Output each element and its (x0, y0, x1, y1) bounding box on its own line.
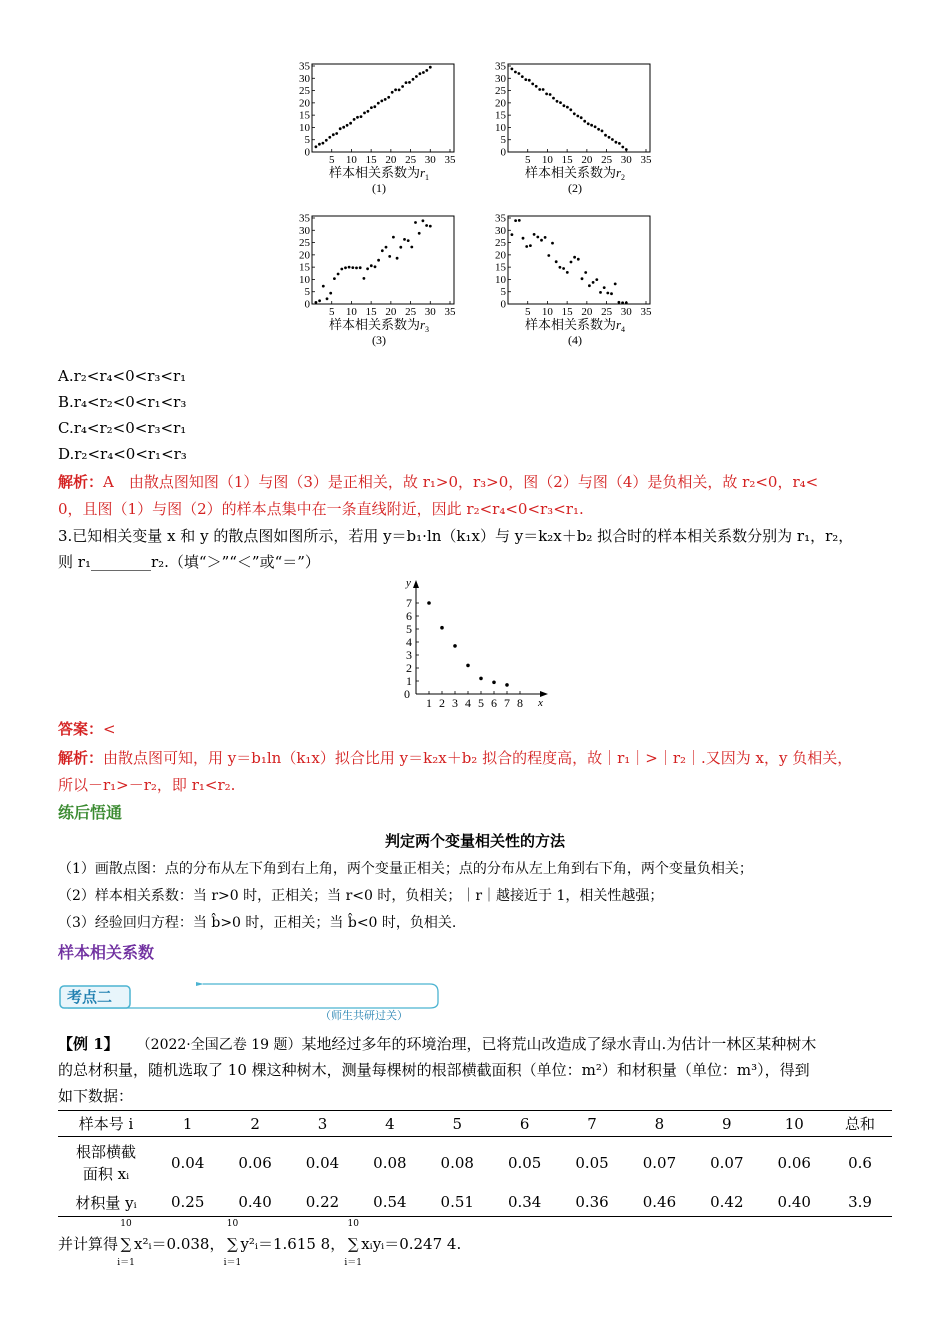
x-tick-label: 20 (581, 306, 593, 318)
x-tick-label: 5 (328, 306, 335, 318)
scatter-point (535, 85, 538, 88)
scatter-point (381, 249, 384, 252)
scatter-point (398, 89, 401, 92)
scatter-point (392, 236, 395, 239)
x-tick-label: 10 (541, 154, 553, 166)
scatter-point (419, 72, 422, 75)
scatter-point (511, 233, 514, 236)
y-tick-label: 0 (500, 146, 506, 159)
y-tick-label: 30 (299, 224, 310, 237)
sum-symbol: 10 ∑ i＝1 (223, 1219, 242, 1268)
y-tick-label: 5 (500, 286, 506, 299)
scatter-point (326, 297, 329, 300)
y-tick-label: 15 (299, 109, 310, 122)
y-tick-label: 15 (299, 261, 310, 274)
plot-caption: 样本相关系数为$r_2$ (524, 165, 626, 182)
scatter-point (555, 260, 558, 263)
scatter-point (363, 277, 366, 280)
method-title: 判定两个变量相关性的方法 (384, 832, 565, 850)
scatter-point (394, 88, 397, 91)
scatter-point (525, 245, 528, 248)
scatter-point (318, 143, 321, 146)
y-axis-arrow-icon (413, 580, 419, 588)
option-d: D.r₂<r₄<0<r₁<r₃ (58, 445, 187, 463)
x-tick-label: 20 (385, 306, 397, 318)
x-tick-label: 15 (561, 154, 573, 166)
scatter-point (606, 292, 609, 295)
small-scatter-plot (398, 574, 558, 712)
scatter-point (556, 100, 559, 103)
scatter-point (479, 677, 483, 681)
scatter-point (322, 285, 325, 288)
scatter-point (592, 281, 595, 284)
question-3-line-1: 3.已知相关变量 x 和 y 的散点图如图所示，若用 y＝b₁·ln（k₁x）与 y＝k₂x＋b₂ 拟合时的样本相关系数分别为 r₁，r₂， (58, 527, 854, 545)
scatter-point (542, 88, 545, 91)
scatter-point (618, 142, 621, 145)
y-tick-label: 3 (406, 648, 412, 662)
scatter-point (403, 238, 406, 241)
x-tick-label: 5 (524, 306, 531, 318)
scatter-point (625, 148, 628, 151)
scatter-point (590, 124, 593, 127)
scatter-point (346, 124, 349, 127)
scatter-point (355, 267, 358, 270)
scatter-point (337, 273, 340, 276)
scatter-point (384, 98, 387, 101)
x-tick-label: 35 (444, 306, 456, 318)
scatter-point (610, 292, 613, 295)
x-tick-label: 35 (640, 154, 652, 166)
x-tick-label: 3 (452, 696, 458, 710)
scatter-point (427, 601, 431, 605)
scatter-point (581, 277, 584, 280)
scatter-point (466, 664, 470, 668)
analysis-2-line-1: 解析：由散点图可知，用 y＝b₁ln（k₁x）拟合比用 y＝k₂x＋b₂ 拟合的程度高，故｜r₁｜>｜r₂｜.又因为 x，y 负相关， (58, 749, 853, 767)
x-tick-label: 35 (444, 154, 456, 166)
y-tick-label: 5 (304, 286, 310, 299)
y-tick-label: 25 (495, 237, 506, 250)
scatter-point (412, 78, 415, 81)
example-line-1: 【例 1】 （2022·全国乙卷 19 题）某地经过多年的环境治理，已将荒山改造成了绿水青山.为估计一林区某种树木 (58, 1035, 817, 1053)
plot-caption: 样本相关系数为$r_1$ (328, 165, 430, 182)
plot-number: (3) (372, 333, 386, 347)
scatter-point (329, 292, 332, 295)
y-tick-label: 20 (495, 97, 506, 110)
scatter-point (611, 138, 614, 141)
scatter-point (340, 268, 343, 271)
table-row: 根部横截 面积 xᵢ 0.04 0.06 0.04 0.08 0.08 0.05 0.05 0.07 0.07 0.06 0.6 (75, 1142, 872, 1183)
sum-symbol: 10 ∑ i＝1 (117, 1219, 135, 1268)
scatter-point (518, 72, 521, 75)
scatter-plot-4 (495, 213, 652, 348)
scatter-point (374, 265, 377, 268)
scatter-point (453, 644, 457, 648)
scatter-point (407, 239, 410, 242)
y-tick-label: 30 (299, 72, 310, 85)
scatter-point (569, 108, 572, 111)
scatter-point (356, 116, 359, 119)
scatter-point (531, 83, 534, 86)
scatter-point (544, 236, 547, 239)
x-tick-label: 10 (345, 154, 357, 166)
scatter-point (339, 127, 342, 130)
x-tick-label: 5 (524, 154, 531, 166)
scatter-point (373, 105, 376, 108)
scatter-point (363, 112, 366, 115)
x-tick-label: 2 (439, 696, 445, 710)
x-tick-label: 30 (620, 306, 632, 318)
y-tick-label: 35 (495, 60, 506, 73)
scatter-point (377, 102, 380, 105)
scatter-point (584, 271, 587, 274)
scatter-point (359, 266, 362, 269)
analysis-1-line-2: 0，且图（1）与图（2）的样本点集中在一条直线附近，因此 r₂<r₄<0<r₃<r₁. (58, 500, 584, 518)
table-row: 材积量 yᵢ 0.25 0.40 0.22 0.54 0.51 0.34 0.36 0.46 0.42 0.40 3.9 (58, 1189, 892, 1217)
x-tick-label: 35 (640, 306, 652, 318)
x-tick-label: 30 (424, 154, 436, 166)
scatter-point (562, 267, 565, 270)
plot-caption: 样本相关系数为$r_3$ (328, 317, 430, 334)
scatter-point (570, 261, 573, 264)
scatter-point (566, 271, 569, 274)
plot-number: (1) (372, 181, 386, 195)
scatter-point (408, 81, 411, 84)
scatter-point (559, 101, 562, 104)
scatter-point (522, 237, 525, 240)
scatter-point (440, 626, 444, 630)
kaodian-sub: （师生共研过关） (320, 1009, 408, 1022)
y-tick-label: 1 (406, 674, 412, 688)
scatter-point (422, 71, 425, 74)
x-tick-label: 20 (385, 154, 397, 166)
example-line-2: 的总材积量，随机选取了 10 棵这种树木，测量每棵树的根部横截面积（单位：m²）和材积量（单位：m³），得到 (58, 1061, 810, 1079)
table-header-row: 样本号 i 1 2 3 4 5 6 7 8 9 10 总和 (58, 1111, 892, 1137)
origin-label: 0 (404, 687, 410, 701)
scatter-point (422, 219, 425, 222)
scatter-point (511, 68, 514, 71)
kaodian-banner (58, 982, 438, 1026)
scatter-point (492, 681, 496, 685)
y-tick-label: 25 (299, 85, 310, 98)
scatter-point (335, 132, 338, 135)
scatter-point (387, 96, 390, 99)
y-tick-label: 0 (304, 146, 310, 159)
y-tick-label: 15 (495, 109, 506, 122)
y-tick-label: 5 (304, 134, 310, 147)
scatter-point (576, 115, 579, 118)
scatter-point (351, 266, 354, 269)
scatter-point (577, 258, 580, 261)
scatter-point (563, 104, 566, 107)
scatter-point (621, 301, 624, 304)
x-tick-label: 4 (465, 696, 471, 710)
y-tick-label: 25 (299, 237, 310, 250)
scatter-point (538, 88, 541, 91)
scatter-point (625, 301, 628, 304)
scatter-point (367, 110, 370, 113)
y-tick-label: 0 (304, 298, 310, 311)
lianhou-heading: 练后悟通 (58, 803, 123, 822)
scatter-plot-2 (495, 61, 652, 196)
y-tick-label: 25 (495, 85, 506, 98)
x-tick-label: 30 (620, 154, 632, 166)
scatter-point (514, 71, 517, 74)
scatter-point (360, 115, 363, 118)
method-item-3: （3）经验回归方程：当 b̂>0 时，正相关；当 b̂<0 时，负相关. (58, 915, 457, 931)
option-c: C.r₄<r₂<0<r₃<r₁ (58, 419, 187, 437)
example-line-3: 如下数据： (58, 1087, 134, 1105)
y-axis-label: y (406, 577, 411, 589)
answer: 答案：< (58, 720, 116, 738)
scatter-point (401, 85, 404, 88)
scatter-point (540, 239, 543, 242)
scatter-point (552, 97, 555, 100)
scatter-point (594, 125, 597, 128)
y-tick-label: 20 (299, 97, 310, 110)
y-tick-label: 5 (500, 134, 506, 147)
kaodian-label: 考点二 (67, 988, 113, 1006)
scatter-point (366, 267, 369, 270)
scatter-point (333, 277, 336, 280)
y-tick-label: 35 (299, 212, 310, 225)
scatter-point (618, 301, 621, 304)
scatter-point (315, 145, 318, 148)
scatter-point (349, 122, 352, 125)
analysis-1-line-1: 解析：A 由散点图知图（1）与图（3）是正相关，故 r₁>0，r₃>0，图（2）与图（4）是负相关，故 r₂<0，r₄< (58, 473, 819, 491)
scatter-point (418, 232, 421, 235)
y-tick-label: 10 (299, 273, 310, 286)
x-tick-label: 25 (601, 154, 613, 166)
scatter-point (536, 236, 539, 239)
scatter-point (588, 284, 591, 287)
scatter-point (396, 257, 399, 260)
scatter-point (524, 78, 527, 81)
scatter-point (559, 266, 562, 269)
scatter-point (615, 141, 618, 144)
scatter-point (603, 286, 606, 289)
y-tick-label: 10 (495, 121, 506, 134)
y-tick-label: 30 (495, 224, 506, 237)
scatter-point (325, 139, 328, 142)
scatter-point (380, 100, 383, 103)
scatter-point (425, 69, 428, 72)
scatter-point (573, 256, 576, 259)
scatter-point (344, 266, 347, 269)
option-a: A.r₂<r₄<0<r₃<r₁ (58, 367, 187, 385)
scatter-point (429, 225, 432, 228)
x-tick-label: 8 (517, 696, 523, 710)
method-item-2: （2）样本相关系数：当 r>0 时，正相关；当 r<0 时，负相关；｜r｜越接近于 1，相关性越强； (58, 888, 664, 904)
scatter-point (604, 134, 607, 137)
y-tick-label: 30 (495, 72, 506, 85)
scatter-point (608, 136, 611, 139)
scatter-point (353, 118, 356, 121)
y-tick-label: 15 (495, 261, 506, 274)
scatter-point (521, 75, 524, 78)
x-tick-label: 25 (405, 306, 417, 318)
x-tick-label: 1 (426, 696, 432, 710)
scatter-point (348, 266, 351, 269)
plot-caption: 样本相关系数为$r_4$ (524, 317, 626, 334)
x-tick-label: 30 (424, 306, 436, 318)
x-axis-label: x (538, 697, 543, 709)
scatter-point (529, 244, 532, 247)
y-tick-label: 35 (495, 212, 506, 225)
scatter-point (505, 683, 509, 687)
scatter-point (547, 254, 550, 257)
x-tick-label: 15 (561, 306, 573, 318)
y-tick-label: 35 (299, 60, 310, 73)
y-tick-label: 20 (299, 249, 310, 262)
section-title: 样本相关系数 (58, 943, 155, 962)
scatter-point (580, 116, 583, 119)
x-tick-label: 25 (601, 306, 613, 318)
scatter-point (342, 126, 345, 129)
y-tick-label: 5 (406, 622, 412, 636)
scatter-point (518, 219, 521, 222)
scatter-point (583, 120, 586, 123)
scatter-point (388, 255, 391, 258)
scatter-point (405, 81, 408, 84)
sums-line: 并计算得 10 ∑ i＝1 x²ᵢ＝0.038， 10 ∑ i＝1 y²ᵢ＝1.615 8， 10 ∑ i＝1 xᵢyᵢ＝0.247 4. (58, 1219, 462, 1268)
scatter-point (370, 106, 373, 109)
y-tick-label: 7 (406, 596, 412, 610)
scatter-point (322, 142, 325, 145)
plot-number: (2) (568, 181, 582, 195)
scatter-point (399, 246, 402, 249)
scatter-plots (280, 58, 680, 358)
scatter-point (601, 130, 604, 133)
scatter-point (545, 93, 548, 96)
y-tick-label: 0 (500, 298, 506, 311)
scatter-point (391, 91, 394, 94)
scatter-plot-3 (299, 213, 456, 348)
scatter-point (370, 264, 373, 267)
scatter-point (415, 75, 418, 78)
y-tick-label: 10 (299, 121, 310, 134)
y-tick-label: 6 (406, 609, 412, 623)
scatter-point (614, 283, 617, 286)
scatter-point (377, 259, 380, 262)
x-tick-label: 15 (365, 306, 377, 318)
scatter-point (385, 246, 388, 249)
y-tick-label: 2 (406, 661, 412, 675)
x-tick-label: 15 (365, 154, 377, 166)
x-tick-label: 20 (581, 154, 593, 166)
scatter-point (528, 79, 531, 82)
sum-symbol: 10 ∑ i＝1 (344, 1219, 363, 1268)
scatter-point (514, 219, 517, 222)
x-tick-label: 6 (491, 696, 497, 710)
scatter-point (318, 299, 321, 302)
scatter-point (595, 278, 598, 281)
scatter-point (425, 224, 428, 227)
question-3-line-2: 则 r₁________r₂.（填“＞”“＜”或“＝”） (58, 553, 320, 571)
scatter-plot-1 (299, 61, 456, 196)
scatter-point (551, 242, 554, 245)
x-tick-label: 5 (328, 154, 335, 166)
scatter-point (410, 246, 413, 249)
scatter-point (566, 106, 569, 109)
scatter-point (599, 291, 602, 294)
scatter-point (549, 93, 552, 96)
scatter-point (533, 233, 536, 236)
method-item-1: （1）画散点图：点的分布从左下角到右上角，两个变量正相关；点的分布从左上角到右下角，两个变量负相关； (58, 861, 753, 877)
y-tick-label: 10 (495, 273, 506, 286)
scatter-point (621, 146, 624, 149)
scatter-point (332, 133, 335, 136)
x-tick-label: 5 (478, 696, 484, 710)
x-tick-label: 25 (405, 154, 417, 166)
scatter-point (429, 66, 432, 69)
y-tick-label: 4 (406, 635, 412, 649)
scatter-point (597, 128, 600, 131)
option-b: B.r₄<r₂<0<r₁<r₃ (58, 393, 187, 411)
y-tick-label: 20 (495, 249, 506, 262)
analysis-2-line-2: 所以－r₁>－r₂，即 r₁<r₂. (58, 776, 236, 794)
x-tick-label: 10 (541, 306, 553, 318)
plot-number: (4) (568, 333, 582, 347)
scatter-point (573, 112, 576, 115)
scatter-point (328, 136, 331, 139)
scatter-point (315, 301, 318, 304)
data-table (58, 1110, 892, 1217)
x-tick-label: 10 (345, 306, 357, 318)
scatter-point (414, 221, 417, 224)
scatter-point (587, 122, 590, 125)
x-tick-label: 7 (504, 696, 510, 710)
